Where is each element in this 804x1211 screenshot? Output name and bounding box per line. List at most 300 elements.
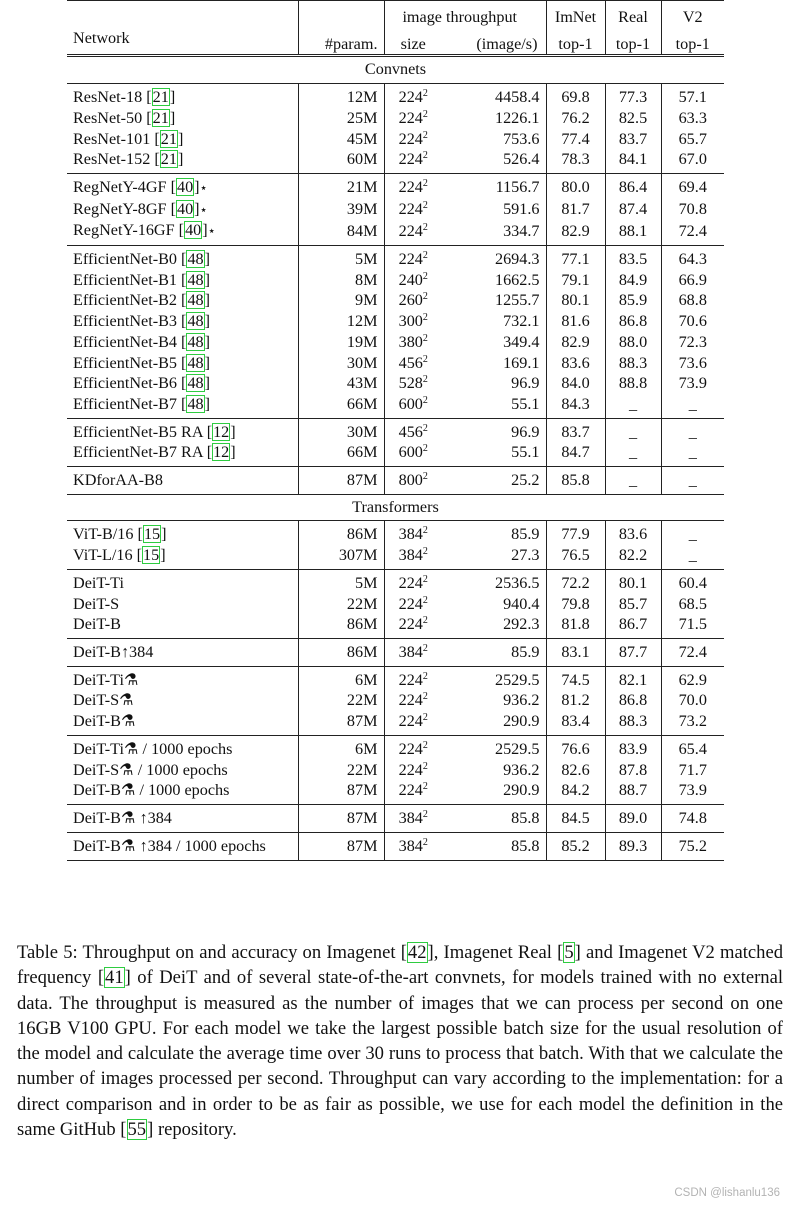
real-cell: 86.8 xyxy=(605,690,661,711)
caption-text: and Imagenet V2 matched frequency xyxy=(17,942,783,989)
header-row-2 xyxy=(67,28,724,56)
size-cell xyxy=(384,804,442,832)
throughput-cell: 936.2 xyxy=(442,690,546,711)
squared-superscript: 2 xyxy=(422,422,428,434)
v2-cell: 68.8 xyxy=(678,291,707,310)
size-cell xyxy=(384,521,442,545)
v2-cell: 63.3 xyxy=(678,108,707,127)
squared-superscript: 2 xyxy=(422,150,428,162)
squared-superscript: 2 xyxy=(422,332,428,344)
real-cell: 88.1 xyxy=(605,220,661,245)
caption-text: , Imagenet Real xyxy=(433,942,558,963)
model-name: DeiT-B⚗ ↑384 / 1000 epochs xyxy=(73,836,266,855)
size-cell xyxy=(384,832,442,861)
imnet-cell: 81.8 xyxy=(546,614,605,638)
throughput-cell: 2529.5 xyxy=(442,666,546,690)
model-name: DeiT-Ti xyxy=(73,573,124,592)
table-row xyxy=(67,373,724,394)
model-name: EfficientNet-B0 xyxy=(73,250,182,269)
imnet-cell: 74.5 xyxy=(546,666,605,690)
star-marker: ⋆ xyxy=(199,201,208,217)
throughput-cell: 96.9 xyxy=(442,418,546,442)
section-header-row xyxy=(67,56,724,84)
size-cell xyxy=(384,129,442,150)
squared-superscript: 2 xyxy=(422,374,428,386)
header-throughput-unit: (image/s) xyxy=(442,28,546,56)
resolution-value: 528 xyxy=(398,374,423,393)
params-cell: 9M xyxy=(298,290,384,311)
imnet-cell: 76.5 xyxy=(546,545,605,569)
resolution-value: 224 xyxy=(398,739,423,758)
network-cell: EfficientNet-B4 [48] xyxy=(67,332,298,353)
real-cell: 80.1 xyxy=(605,569,661,593)
citation-link[interactable]: 40 xyxy=(176,199,194,218)
imnet-cell: 81.6 xyxy=(546,311,605,332)
v2-cell: 71.5 xyxy=(678,615,707,634)
squared-superscript: 2 xyxy=(422,712,428,724)
throughput-cell: 1662.5 xyxy=(442,270,546,291)
table-row xyxy=(67,84,724,108)
citation-link[interactable]: 21 xyxy=(152,88,169,107)
network-cell: EfficientNet-B0 [48] xyxy=(67,246,298,270)
model-name: DeiT-B⚗ ↑384 xyxy=(73,808,172,827)
citation-link[interactable]: 48 xyxy=(187,394,204,413)
model-name: DeiT-B⚗ xyxy=(73,712,136,731)
caption-citation-link[interactable]: 5 xyxy=(564,942,574,963)
throughput-cell: 4458.4 xyxy=(442,84,546,108)
citation-link[interactable]: 21 xyxy=(160,150,177,169)
squared-superscript: 2 xyxy=(422,546,428,558)
real-cell: _ xyxy=(605,442,661,466)
v2-cell: 73.9 xyxy=(678,374,707,393)
v2-cell: 71.7 xyxy=(678,760,707,779)
v2-cell: 73.2 xyxy=(678,712,707,731)
params-cell: 6M xyxy=(298,735,384,759)
caption-citation-link[interactable]: 41 xyxy=(105,967,124,989)
table-row xyxy=(67,173,724,198)
throughput-cell: 85.9 xyxy=(442,521,546,545)
imnet-cell: 80.0 xyxy=(546,173,605,198)
model-name: DeiT-B↑384 xyxy=(73,642,154,661)
model-name: EfficientNet-B1 xyxy=(73,270,182,289)
table-row xyxy=(67,332,724,353)
v2-cell: 73.6 xyxy=(678,353,707,372)
params-cell: 87M xyxy=(298,804,384,832)
imnet-cell: 69.8 xyxy=(546,84,605,108)
resolution-value: 240 xyxy=(398,270,423,289)
v2-cell: 57.1 xyxy=(661,84,724,108)
network-cell: EfficientNet-B5 RA [12] xyxy=(67,418,298,442)
params-cell: 66M xyxy=(298,442,384,466)
resolution-value: 384 xyxy=(398,642,423,661)
header-network: Network xyxy=(67,28,298,56)
table-row xyxy=(67,418,724,442)
size-cell xyxy=(384,108,442,129)
table-row xyxy=(67,442,724,466)
throughput-cell: 732.1 xyxy=(442,311,546,332)
imnet-cell: 85.8 xyxy=(546,467,605,495)
header-imnet: ImNet xyxy=(546,1,605,28)
network-cell: EfficientNet-B5 [48] xyxy=(67,353,298,374)
resolution-value: 384 xyxy=(398,525,423,544)
header-row-1 xyxy=(67,1,724,28)
caption-text: Table 5: Throughput on and accuracy on Imagenet xyxy=(17,942,401,963)
real-cell: 83.7 xyxy=(605,129,661,150)
squared-superscript: 2 xyxy=(422,573,428,585)
model-name: EfficientNet-B7 xyxy=(73,394,182,413)
squared-superscript: 2 xyxy=(422,394,428,406)
real-cell: 82.1 xyxy=(605,666,661,690)
params-cell: 86M xyxy=(298,614,384,638)
v2-cell: 65.4 xyxy=(661,735,724,759)
real-cell: 82.5 xyxy=(605,108,661,129)
real-cell: 77.3 xyxy=(605,84,661,108)
imnet-cell: 84.2 xyxy=(546,780,605,804)
size-cell xyxy=(384,780,442,804)
params-cell: 21M xyxy=(298,173,384,198)
params-cell: 22M xyxy=(298,594,384,615)
table-row xyxy=(67,290,724,311)
real-cell: 85.9 xyxy=(605,290,661,311)
citation-link[interactable]: 48 xyxy=(187,353,204,372)
imnet-cell: 80.1 xyxy=(546,290,605,311)
citation-link[interactable]: 12 xyxy=(213,422,230,441)
imnet-cell: 77.1 xyxy=(546,246,605,270)
params-cell: 86M xyxy=(298,638,384,666)
squared-superscript: 2 xyxy=(422,129,428,141)
resolution-value: 384 xyxy=(398,836,423,855)
model-name: DeiT-B⚗ / 1000 epochs xyxy=(73,781,230,800)
resolution-value: 224 xyxy=(398,760,423,779)
squared-superscript: 2 xyxy=(422,670,428,682)
results-table xyxy=(67,0,724,861)
model-name: DeiT-B xyxy=(73,615,121,634)
v2-cell: 70.8 xyxy=(678,200,707,219)
network-cell xyxy=(67,780,298,804)
imnet-cell: 77.9 xyxy=(546,521,605,545)
network-cell: ResNet-18 [21] xyxy=(67,84,298,108)
real-cell: 83.6 xyxy=(605,521,661,545)
citation-link[interactable]: 12 xyxy=(213,443,230,462)
model-name: ResNet-18 xyxy=(73,88,147,107)
network-cell: EfficientNet-B7 RA [12] xyxy=(67,442,298,466)
caption-citation-link[interactable]: 42 xyxy=(407,942,427,963)
table-row xyxy=(67,735,724,759)
squared-superscript: 2 xyxy=(422,250,428,262)
v2-cell: 75.2 xyxy=(661,832,724,861)
real-cell: 83.9 xyxy=(605,735,661,759)
squared-superscript: 2 xyxy=(422,108,428,120)
throughput-cell: 169.1 xyxy=(442,353,546,374)
citation-link[interactable]: 48 xyxy=(187,332,204,351)
imnet-cell: 79.1 xyxy=(546,270,605,291)
network-cell: EfficientNet-B2 [48] xyxy=(67,290,298,311)
resolution-value: 600 xyxy=(398,443,423,462)
params-cell: 6M xyxy=(298,666,384,690)
watermark: CSDN @lishanlu136 xyxy=(674,1187,780,1199)
imnet-cell: 84.0 xyxy=(546,373,605,394)
table-row xyxy=(67,353,724,374)
network-cell: ResNet-50 [21] xyxy=(67,108,298,129)
model-name: EfficientNet-B5 RA xyxy=(73,422,207,441)
real-cell: 86.7 xyxy=(605,614,661,638)
resolution-value: 224 xyxy=(398,573,423,592)
header-imnet-sub: top-1 xyxy=(546,28,605,56)
params-cell: 22M xyxy=(298,760,384,781)
params-cell: 19M xyxy=(298,332,384,353)
resolution-value: 224 xyxy=(398,781,423,800)
table-caption: Table 5: Throughput on and accuracy on Imagenet [42], Imagenet Real [5] and Imagenet V2 matched frequency [41] of DeiT and of several state-of-the-art convnets, for models trained with no external data. The throughput is measured as the number of images that we can process per second on one 16GB V100 GPU. For each model we take the largest possible batch size for the usual resolution of the model and calculate the average time over 30 runs to process that batch. With that we calculate the number of images processed per second. Throughput can vary according to the implementation: for a direct comparison and in order to be as fair as possible, we use for each model the definition in the same GitHub [55] repository. xyxy=(17,942,783,1141)
params-cell: 45M xyxy=(298,129,384,150)
throughput-cell: 753.6 xyxy=(442,129,546,150)
size-cell xyxy=(384,690,442,711)
v2-cell: 70.6 xyxy=(678,312,707,331)
real-cell: 87.4 xyxy=(605,199,661,221)
params-cell: 30M xyxy=(298,418,384,442)
squared-superscript: 2 xyxy=(422,615,428,627)
header-throughput: throughput xyxy=(442,1,546,28)
table-row xyxy=(67,690,724,711)
real-cell: 86.4 xyxy=(605,173,661,198)
params-cell: 30M xyxy=(298,353,384,374)
table-row xyxy=(67,614,724,638)
v2-cell: _ xyxy=(688,394,697,413)
star-marker: ⋆ xyxy=(199,179,208,195)
citation-link[interactable]: 21 xyxy=(160,129,177,148)
size-cell xyxy=(384,149,442,173)
network-cell xyxy=(67,690,298,711)
header-v2-sub: top-1 xyxy=(675,34,710,53)
throughput-cell: 1226.1 xyxy=(442,108,546,129)
resolution-value: 224 xyxy=(398,712,423,731)
table-row xyxy=(67,545,724,569)
params-cell: 25M xyxy=(298,108,384,129)
table-row xyxy=(67,569,724,593)
network-cell xyxy=(67,804,298,832)
v2-cell: 62.9 xyxy=(661,666,724,690)
throughput-cell: 27.3 xyxy=(442,545,546,569)
squared-superscript: 2 xyxy=(422,291,428,303)
squared-superscript: 2 xyxy=(422,594,428,606)
imnet-cell: 83.7 xyxy=(546,418,605,442)
imnet-cell: 76.2 xyxy=(546,108,605,129)
throughput-cell: 85.9 xyxy=(442,638,546,666)
size-cell xyxy=(384,246,442,270)
throughput-cell: 591.6 xyxy=(442,199,546,221)
star-marker: ⋆ xyxy=(207,223,216,239)
resolution-value: 224 xyxy=(398,129,423,148)
model-name: EfficientNet-B3 xyxy=(73,312,182,331)
table-row xyxy=(67,394,724,418)
throughput-cell: 55.1 xyxy=(442,442,546,466)
v2-cell: 70.0 xyxy=(678,691,707,710)
throughput-cell: 2536.5 xyxy=(442,569,546,593)
imnet-cell: 82.9 xyxy=(546,332,605,353)
network-cell xyxy=(67,711,298,735)
params-cell: 8M xyxy=(298,270,384,291)
params-cell: 84M xyxy=(298,220,384,245)
model-name: DeiT-Ti⚗ xyxy=(73,670,139,689)
network-cell xyxy=(67,594,298,615)
citation-link[interactable]: 40 xyxy=(185,221,202,240)
throughput-cell: 349.4 xyxy=(442,332,546,353)
real-cell: 89.0 xyxy=(605,804,661,832)
resolution-value: 224 xyxy=(398,108,423,127)
v2-cell: _ xyxy=(661,418,724,442)
throughput-cell: 290.9 xyxy=(442,711,546,735)
squared-superscript: 2 xyxy=(422,270,428,282)
params-cell: 66M xyxy=(298,394,384,418)
real-cell: 84.9 xyxy=(605,270,661,291)
squared-superscript: 2 xyxy=(422,471,428,483)
imnet-cell: 82.6 xyxy=(546,760,605,781)
table-row xyxy=(67,666,724,690)
model-name: DeiT-Ti⚗ / 1000 epochs xyxy=(73,739,233,758)
resolution-value: 224 xyxy=(398,150,423,169)
table-row xyxy=(67,199,724,221)
real-cell: 88.3 xyxy=(605,711,661,735)
resolution-value: 224 xyxy=(398,221,423,240)
model-name: ViT-B/16 xyxy=(73,525,138,544)
size-cell xyxy=(384,442,442,466)
real-cell: _ xyxy=(605,394,661,418)
citation-link[interactable]: 21 xyxy=(152,108,169,127)
resolution-value: 224 xyxy=(398,594,423,613)
model-name: EfficientNet-B5 xyxy=(73,353,182,372)
params-cell: 86M xyxy=(298,521,384,545)
resolution-value: 456 xyxy=(398,422,423,441)
imnet-cell: 78.3 xyxy=(546,149,605,173)
resolution-value: 300 xyxy=(398,312,423,331)
size-cell xyxy=(384,332,442,353)
size-cell xyxy=(384,594,442,615)
citation-link[interactable]: 48 xyxy=(187,270,204,289)
table-row xyxy=(67,804,724,832)
throughput-cell: 1255.7 xyxy=(442,290,546,311)
model-name: DeiT-S xyxy=(73,594,120,613)
real-cell: 88.0 xyxy=(605,332,661,353)
resolution-value: 224 xyxy=(398,178,423,197)
squared-superscript: 2 xyxy=(422,200,428,212)
model-name: RegNetY-16GF xyxy=(73,221,179,240)
citation-link[interactable]: 48 xyxy=(187,250,204,269)
throughput-cell: 290.9 xyxy=(442,780,546,804)
section-title: Convnets xyxy=(67,56,724,84)
v2-cell: 67.0 xyxy=(678,150,707,169)
real-cell: 87.7 xyxy=(605,638,661,666)
imnet-cell: 85.2 xyxy=(546,832,605,861)
model-name: ResNet-101 xyxy=(73,129,155,148)
table-row xyxy=(67,149,724,173)
v2-cell: 66.9 xyxy=(678,270,707,289)
throughput-cell: 1156.7 xyxy=(442,173,546,198)
squared-superscript: 2 xyxy=(422,836,428,848)
imnet-cell: 77.4 xyxy=(546,129,605,150)
imnet-cell: 81.2 xyxy=(546,690,605,711)
network-cell: EfficientNet-B1 [48] xyxy=(67,270,298,291)
resolution-value: 224 xyxy=(398,615,423,634)
squared-superscript: 2 xyxy=(422,88,428,100)
throughput-cell: 96.9 xyxy=(442,373,546,394)
table-row xyxy=(67,108,724,129)
squared-superscript: 2 xyxy=(422,525,428,537)
network-cell: EfficientNet-B7 [48] xyxy=(67,394,298,418)
params-cell: 5M xyxy=(298,569,384,593)
network-cell: RegNetY-8GF [40]⋆ xyxy=(67,199,298,221)
v2-cell: 64.3 xyxy=(661,246,724,270)
caption-citation-link[interactable]: 55 xyxy=(127,1119,147,1141)
imnet-cell: 83.1 xyxy=(546,638,605,666)
network-cell xyxy=(67,467,298,495)
citation-link[interactable]: 48 xyxy=(187,312,204,331)
squared-superscript: 2 xyxy=(422,312,428,324)
header-v2: V2 xyxy=(661,1,724,28)
citation-link[interactable]: 40 xyxy=(176,177,194,196)
v2-cell: 74.8 xyxy=(661,804,724,832)
table-row xyxy=(67,594,724,615)
table-row xyxy=(67,780,724,804)
model-name: DeiT-S⚗ xyxy=(73,691,134,710)
size-cell xyxy=(384,545,442,569)
params-cell: 87M xyxy=(298,832,384,861)
header-image: image xyxy=(384,1,442,28)
v2-cell: _ xyxy=(661,467,724,495)
table-row xyxy=(67,270,724,291)
squared-superscript: 2 xyxy=(422,739,428,751)
model-name: DeiT-S⚗ / 1000 epochs xyxy=(73,760,228,779)
model-name: ResNet-152 xyxy=(73,150,155,169)
model-name: RegNetY-8GF xyxy=(73,199,171,218)
size-cell xyxy=(384,84,442,108)
v2-cell: 72.4 xyxy=(661,638,724,666)
params-cell: 12M xyxy=(298,311,384,332)
throughput-cell: 85.8 xyxy=(442,804,546,832)
size-cell xyxy=(384,569,442,593)
resolution-value: 224 xyxy=(398,88,423,107)
size-cell xyxy=(384,760,442,781)
size-cell xyxy=(384,220,442,245)
imnet-cell: 81.7 xyxy=(546,199,605,221)
citation-link[interactable]: 48 xyxy=(187,291,204,310)
citation-link[interactable]: 15 xyxy=(143,546,160,565)
resolution-value: 456 xyxy=(398,353,423,372)
citation-link[interactable]: 48 xyxy=(187,374,204,393)
size-cell xyxy=(384,270,442,291)
model-name: EfficientNet-B4 xyxy=(73,332,182,351)
model-name: EfficientNet-B2 xyxy=(73,291,182,310)
v2-cell: 72.4 xyxy=(678,221,707,240)
header-real: Real xyxy=(605,1,661,28)
resolution-value: 260 xyxy=(398,291,423,310)
network-cell xyxy=(67,638,298,666)
size-cell xyxy=(384,173,442,198)
size-cell xyxy=(384,666,442,690)
network-cell: ResNet-101 [21] xyxy=(67,129,298,150)
params-cell: 307M xyxy=(298,545,384,569)
params-cell: 60M xyxy=(298,149,384,173)
throughput-cell: 526.4 xyxy=(442,149,546,173)
citation-link[interactable]: 15 xyxy=(143,525,161,544)
real-cell: 87.8 xyxy=(605,760,661,781)
network-cell xyxy=(67,832,298,861)
params-cell: 39M xyxy=(298,199,384,221)
v2-cell: 73.9 xyxy=(678,781,707,800)
squared-superscript: 2 xyxy=(422,760,428,772)
v2-cell: 68.5 xyxy=(678,594,707,613)
section-header-row xyxy=(67,494,724,521)
v2-cell: 72.3 xyxy=(678,332,707,351)
resolution-value: 224 xyxy=(398,670,423,689)
